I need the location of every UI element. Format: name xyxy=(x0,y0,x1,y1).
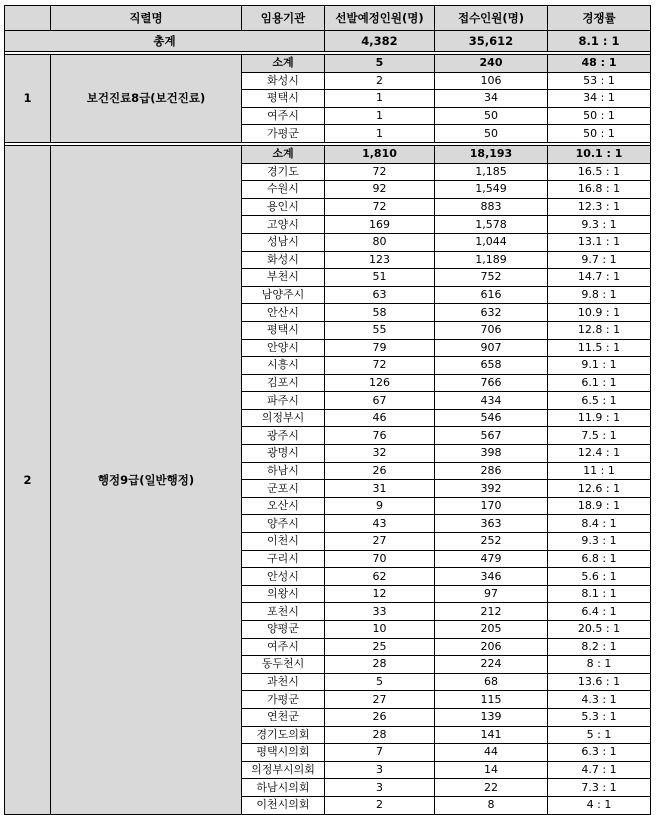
ratio-cell: 7.3 : 1 xyxy=(548,779,651,797)
agency-cell: 평택시의회 xyxy=(242,744,325,762)
ratio-cell: 6.3 : 1 xyxy=(548,744,651,762)
agency-cell: 포천시 xyxy=(242,603,325,621)
applied-cell: 398 xyxy=(435,445,548,463)
ratio-cell: 8.2 : 1 xyxy=(548,638,651,656)
applied-cell: 106 xyxy=(435,72,548,90)
planned-cell: 1 xyxy=(325,125,435,143)
ratio-cell: 12.8 : 1 xyxy=(548,321,651,339)
applied-cell: 1,189 xyxy=(435,251,548,269)
total-applied: 35,612 xyxy=(435,31,548,52)
planned-cell: 2 xyxy=(325,72,435,90)
applied-cell: 434 xyxy=(435,392,548,410)
planned-cell: 33 xyxy=(325,603,435,621)
applied-cell: 907 xyxy=(435,339,548,357)
ratio-cell: 11.5 : 1 xyxy=(548,339,651,357)
ratio-cell: 9.1 : 1 xyxy=(548,357,651,375)
ratio-cell: 14.7 : 1 xyxy=(548,269,651,287)
ratio-cell: 8.1 : 1 xyxy=(548,585,651,603)
agency-cell: 안산시 xyxy=(242,304,325,322)
ratio-cell: 5.3 : 1 xyxy=(548,708,651,726)
planned-cell: 28 xyxy=(325,656,435,674)
planned-cell: 10 xyxy=(325,621,435,639)
ratio-cell: 16.8 : 1 xyxy=(548,181,651,199)
applied-cell: 68 xyxy=(435,673,548,691)
ratio-cell: 6.8 : 1 xyxy=(548,550,651,568)
ratio-cell: 12.6 : 1 xyxy=(548,480,651,498)
planned-cell: 80 xyxy=(325,233,435,251)
planned-cell: 43 xyxy=(325,515,435,533)
header-job-series: 직렬명 xyxy=(51,6,242,31)
agency-cell: 부천시 xyxy=(242,269,325,287)
applied-cell: 44 xyxy=(435,744,548,762)
applied-cell: 658 xyxy=(435,357,548,375)
applied-cell: 50 xyxy=(435,125,548,143)
applied-cell: 212 xyxy=(435,603,548,621)
agency-cell: 평택시 xyxy=(242,90,325,108)
applied-cell: 14 xyxy=(435,761,548,779)
ratio-cell: 5.6 : 1 xyxy=(548,568,651,586)
agency-cell: 경기도 xyxy=(242,163,325,181)
header-planned: 선발예정인원(명) xyxy=(325,6,435,31)
planned-cell: 72 xyxy=(325,163,435,181)
applied-cell: 8 xyxy=(435,796,548,814)
planned-cell: 2 xyxy=(325,796,435,814)
agency-cell: 광명시 xyxy=(242,445,325,463)
applied-cell: 34 xyxy=(435,90,548,108)
ratio-cell: 50 : 1 xyxy=(548,107,651,125)
applied-cell: 392 xyxy=(435,480,548,498)
planned-cell: 12 xyxy=(325,585,435,603)
agency-cell: 안양시 xyxy=(242,339,325,357)
agency-cell: 광주시 xyxy=(242,427,325,445)
ratio-cell: 10.1 : 1 xyxy=(548,145,651,163)
applied-cell: 205 xyxy=(435,621,548,639)
agency-cell: 연천군 xyxy=(242,708,325,726)
planned-cell: 51 xyxy=(325,269,435,287)
planned-cell: 1 xyxy=(325,90,435,108)
applied-cell: 546 xyxy=(435,409,548,427)
applied-cell: 752 xyxy=(435,269,548,287)
agency-cell: 동두천시 xyxy=(242,656,325,674)
ratio-cell: 9.3 : 1 xyxy=(548,216,651,234)
agency-cell: 수원시 xyxy=(242,181,325,199)
applied-cell: 766 xyxy=(435,374,548,392)
ratio-cell: 12.3 : 1 xyxy=(548,198,651,216)
agency-cell: 여주시 xyxy=(242,638,325,656)
ratio-cell: 8 : 1 xyxy=(548,656,651,674)
ratio-cell: 9.8 : 1 xyxy=(548,286,651,304)
agency-cell: 의정부시의회 xyxy=(242,761,325,779)
ratio-cell: 8.4 : 1 xyxy=(548,515,651,533)
applied-cell: 240 xyxy=(435,55,548,73)
applied-cell: 616 xyxy=(435,286,548,304)
ratio-cell: 12.4 : 1 xyxy=(548,445,651,463)
planned-cell: 26 xyxy=(325,708,435,726)
header-ratio: 경쟁률 xyxy=(548,6,651,31)
planned-cell: 9 xyxy=(325,497,435,515)
planned-cell: 1 xyxy=(325,107,435,125)
agency-cell: 하남시의회 xyxy=(242,779,325,797)
group-number: 2 xyxy=(5,145,51,814)
total-label: 총계 xyxy=(5,31,325,52)
header-row xyxy=(5,6,651,31)
ratio-cell: 18.9 : 1 xyxy=(548,497,651,515)
ratio-cell: 4.3 : 1 xyxy=(548,691,651,709)
planned-cell: 32 xyxy=(325,445,435,463)
agency-cell: 가평군 xyxy=(242,691,325,709)
applied-cell: 141 xyxy=(435,726,548,744)
agency-cell: 가평군 xyxy=(242,125,325,143)
group-job-series: 보건진료8급(보건진료) xyxy=(51,55,242,143)
agency-cell: 이천시 xyxy=(242,533,325,551)
agency-cell: 의왕시 xyxy=(242,585,325,603)
agency-cell: 오산시 xyxy=(242,497,325,515)
ratio-cell: 48 : 1 xyxy=(548,55,651,73)
planned-cell: 27 xyxy=(325,533,435,551)
planned-cell: 72 xyxy=(325,198,435,216)
group-number: 1 xyxy=(5,55,51,143)
header-agency: 임용기관 xyxy=(242,6,325,31)
planned-cell: 63 xyxy=(325,286,435,304)
applied-cell: 206 xyxy=(435,638,548,656)
applied-cell: 22 xyxy=(435,779,548,797)
agency-cell: 평택시 xyxy=(242,321,325,339)
applied-cell: 632 xyxy=(435,304,548,322)
ratio-cell: 9.7 : 1 xyxy=(548,251,651,269)
planned-cell: 5 xyxy=(325,673,435,691)
agency-cell: 용인시 xyxy=(242,198,325,216)
agency-cell: 파주시 xyxy=(242,392,325,410)
ratio-cell: 11 : 1 xyxy=(548,462,651,480)
agency-cell: 하남시 xyxy=(242,462,325,480)
applied-cell: 1,044 xyxy=(435,233,548,251)
planned-cell: 28 xyxy=(325,726,435,744)
planned-cell: 1,810 xyxy=(325,145,435,163)
ratio-cell: 34 : 1 xyxy=(548,90,651,108)
agency-cell: 양주시 xyxy=(242,515,325,533)
ratio-cell: 50 : 1 xyxy=(548,125,651,143)
ratio-cell: 11.9 : 1 xyxy=(548,409,651,427)
planned-cell: 70 xyxy=(325,550,435,568)
ratio-cell: 5 : 1 xyxy=(548,726,651,744)
planned-cell: 169 xyxy=(325,216,435,234)
header-no xyxy=(5,6,51,31)
agency-cell: 군포시 xyxy=(242,480,325,498)
subtotal-row xyxy=(5,145,651,163)
total-row xyxy=(5,31,651,52)
agency-cell: 김포시 xyxy=(242,374,325,392)
agency-cell: 양평군 xyxy=(242,621,325,639)
agency-cell: 안성시 xyxy=(242,568,325,586)
applied-cell: 363 xyxy=(435,515,548,533)
ratio-cell: 13.6 : 1 xyxy=(548,673,651,691)
planned-cell: 126 xyxy=(325,374,435,392)
agency-cell: 구리시 xyxy=(242,550,325,568)
agency-cell: 이천시의회 xyxy=(242,796,325,814)
agency-cell: 과천시 xyxy=(242,673,325,691)
planned-cell: 25 xyxy=(325,638,435,656)
agency-cell: 남양주시 xyxy=(242,286,325,304)
recruitment-table xyxy=(4,5,651,815)
applied-cell: 224 xyxy=(435,656,548,674)
applied-cell: 115 xyxy=(435,691,548,709)
total-planned: 4,382 xyxy=(325,31,435,52)
applied-cell: 170 xyxy=(435,497,548,515)
subtotal-row xyxy=(5,55,651,73)
applied-cell: 18,193 xyxy=(435,145,548,163)
ratio-cell: 20.5 : 1 xyxy=(548,621,651,639)
ratio-cell: 4.7 : 1 xyxy=(548,761,651,779)
applied-cell: 567 xyxy=(435,427,548,445)
ratio-cell: 10.9 : 1 xyxy=(548,304,651,322)
planned-cell: 79 xyxy=(325,339,435,357)
ratio-cell: 7.5 : 1 xyxy=(548,427,651,445)
ratio-cell: 16.5 : 1 xyxy=(548,163,651,181)
agency-cell: 소계 xyxy=(242,145,325,163)
ratio-cell: 13.1 : 1 xyxy=(548,233,651,251)
ratio-cell: 53 : 1 xyxy=(548,72,651,90)
ratio-cell: 9.3 : 1 xyxy=(548,533,651,551)
agency-cell: 화성시 xyxy=(242,251,325,269)
planned-cell: 5 xyxy=(325,55,435,73)
agency-cell: 성남시 xyxy=(242,233,325,251)
planned-cell: 27 xyxy=(325,691,435,709)
agency-cell: 시흥시 xyxy=(242,357,325,375)
group-job-series: 행정9급(일반행정) xyxy=(51,145,242,814)
planned-cell: 123 xyxy=(325,251,435,269)
agency-cell: 소계 xyxy=(242,55,325,73)
total-ratio: 8.1 : 1 xyxy=(548,31,651,52)
applied-cell: 346 xyxy=(435,568,548,586)
planned-cell: 55 xyxy=(325,321,435,339)
agency-cell: 경기도의회 xyxy=(242,726,325,744)
applied-cell: 479 xyxy=(435,550,548,568)
applied-cell: 139 xyxy=(435,708,548,726)
planned-cell: 62 xyxy=(325,568,435,586)
ratio-cell: 4 : 1 xyxy=(548,796,651,814)
header-applied: 접수인원(명) xyxy=(435,6,548,31)
planned-cell: 46 xyxy=(325,409,435,427)
ratio-cell: 6.1 : 1 xyxy=(548,374,651,392)
applied-cell: 97 xyxy=(435,585,548,603)
applied-cell: 1,185 xyxy=(435,163,548,181)
planned-cell: 3 xyxy=(325,779,435,797)
planned-cell: 26 xyxy=(325,462,435,480)
planned-cell: 72 xyxy=(325,357,435,375)
planned-cell: 92 xyxy=(325,181,435,199)
planned-cell: 58 xyxy=(325,304,435,322)
applied-cell: 706 xyxy=(435,321,548,339)
planned-cell: 76 xyxy=(325,427,435,445)
applied-cell: 1,549 xyxy=(435,181,548,199)
applied-cell: 883 xyxy=(435,198,548,216)
planned-cell: 31 xyxy=(325,480,435,498)
applied-cell: 286 xyxy=(435,462,548,480)
applied-cell: 1,578 xyxy=(435,216,548,234)
planned-cell: 7 xyxy=(325,744,435,762)
applied-cell: 252 xyxy=(435,533,548,551)
ratio-cell: 6.4 : 1 xyxy=(548,603,651,621)
planned-cell: 67 xyxy=(325,392,435,410)
ratio-cell: 6.5 : 1 xyxy=(548,392,651,410)
applied-cell: 50 xyxy=(435,107,548,125)
agency-cell: 의정부시 xyxy=(242,409,325,427)
planned-cell: 3 xyxy=(325,761,435,779)
agency-cell: 여주시 xyxy=(242,107,325,125)
agency-cell: 고양시 xyxy=(242,216,325,234)
agency-cell: 화성시 xyxy=(242,72,325,90)
